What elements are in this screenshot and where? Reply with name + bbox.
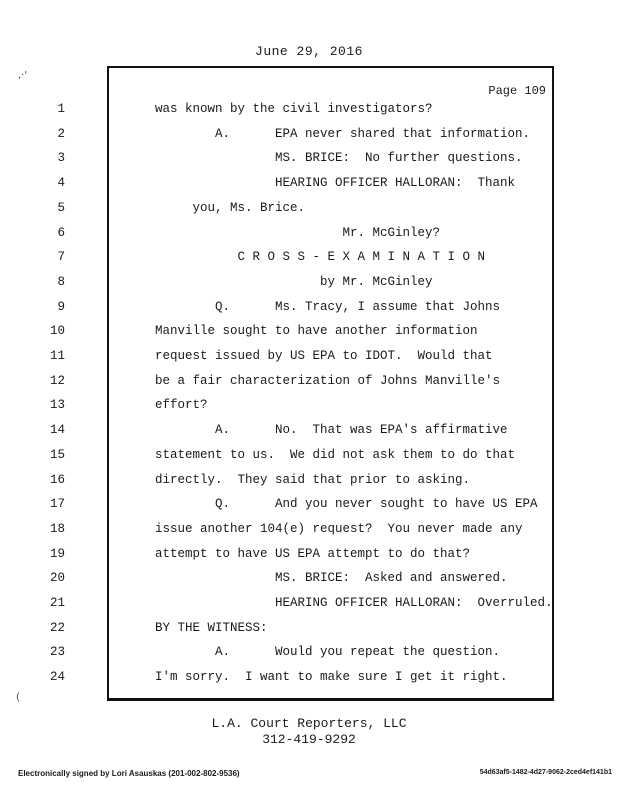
line-number: 9	[57, 299, 65, 314]
line-number: 15	[49, 447, 65, 462]
court-reporter-name: L.A. Court Reporters, LLC	[211, 716, 407, 731]
line-text: by Mr. McGinley	[155, 274, 433, 289]
line-number: 2	[57, 126, 65, 141]
line-number: 4	[57, 176, 65, 191]
electronic-signature: Electronically signed by Lori Asauskas (201-002-802-9536)	[18, 769, 240, 778]
line-text: MS. BRICE: Asked and answered.	[155, 571, 508, 586]
transcript-page-frame	[49, 66, 554, 701]
line-text: A. EPA never shared that information.	[155, 126, 531, 141]
court-reporter-phone: 312-419-9292	[262, 732, 356, 747]
line-text: I'm sorry. I want to make sure I get it right.	[155, 670, 508, 685]
line-number: 13	[49, 398, 65, 413]
line-number: 7	[57, 250, 65, 265]
line-text: C R O S S - E X A M I N A T I O N	[155, 250, 486, 265]
line-text: statement to us. We did not ask them to do that	[155, 447, 516, 462]
line-text: Mr. McGinley?	[155, 225, 441, 240]
line-number: 1	[57, 102, 65, 116]
line-number: 17	[49, 497, 65, 512]
line-number: 5	[57, 200, 65, 215]
line-number: 8	[57, 274, 65, 289]
line-text: BY THE WITNESS:	[155, 620, 268, 635]
line-text: Q. And you never sought to have US EPA	[155, 497, 538, 512]
line-text: directly. They said that prior to asking.	[155, 472, 471, 487]
line-number: 11	[49, 349, 65, 363]
line-number: 20	[49, 571, 65, 586]
page-number: Page 109	[488, 84, 546, 98]
line-number: 24	[49, 670, 65, 685]
line-text: was known by the civil investigators?	[155, 102, 433, 116]
document-id: 54d63af5-1482-4d27-9062-2ced4ef141b1	[479, 769, 612, 776]
line-text: A. No. That was EPA's affirmative	[155, 423, 508, 438]
line-number: 19	[49, 546, 65, 561]
line-number: 16	[49, 472, 65, 487]
line-number: 18	[49, 521, 65, 536]
line-number: 21	[49, 596, 65, 610]
line-text: attempt to have US EPA attempt to do that?	[155, 546, 471, 561]
line-text: HEARING OFFICER HALLORAN: Thank	[155, 176, 516, 191]
line-number: 10	[49, 324, 65, 339]
scan-speck: (	[16, 692, 20, 703]
line-text: Q. Ms. Tracy, I assume that Johns	[155, 299, 501, 314]
scan-speck: ,·'	[18, 70, 28, 81]
line-text: issue another 104(e) request? You never made any	[155, 521, 523, 536]
line-text: Manville sought to have another information	[155, 324, 478, 339]
line-number: 23	[49, 645, 65, 660]
line-text: HEARING OFFICER HALLORAN: Overruled.	[155, 596, 553, 610]
line-number: 12	[49, 373, 65, 388]
line-text: request issued by US EPA to IDOT. Would that	[155, 349, 493, 363]
transcript-date: June 29, 2016	[255, 44, 363, 59]
line-text: MS. BRICE: No further questions.	[155, 151, 523, 166]
line-number: 14	[49, 423, 65, 438]
line-text: be a fair characterization of Johns Manville's	[155, 373, 501, 388]
line-text: you, Ms. Brice.	[155, 200, 306, 215]
line-number: 3	[57, 151, 65, 166]
line-number: 6	[57, 225, 65, 240]
line-number: 22	[49, 620, 65, 635]
line-text: A. Would you repeat the question.	[155, 645, 501, 660]
line-text: effort?	[155, 398, 208, 413]
